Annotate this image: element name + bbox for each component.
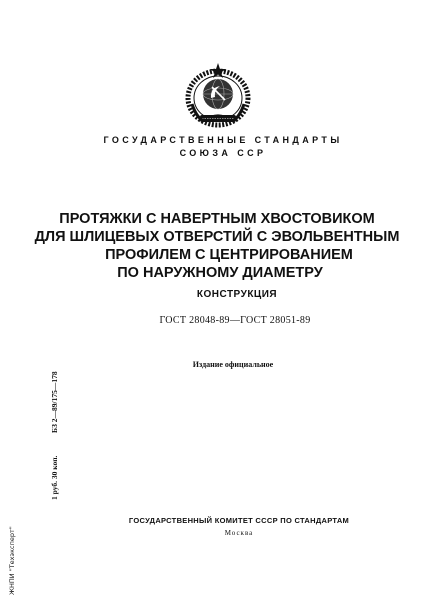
title-line: ПРОФИЛЕМ С ЦЕНТРИРОВАНИЕМ <box>105 247 353 263</box>
catalog-code: БЗ 2—89/175—178 <box>50 371 59 433</box>
title-line: ПО НАРУЖНОМУ ДИАМЕТРУ <box>117 265 323 281</box>
document-subtitle: КОНСТРУКЦИЯ <box>196 289 278 300</box>
ussr-emblem-icon <box>180 60 256 130</box>
title-line: ДЛЯ ШЛИЦЕВЫХ ОТВЕРСТИЙ С ЭВОЛЬВЕНТНЫМ <box>34 229 400 245</box>
title-line: ПРОТЯЖКИ С НАВЕРТНЫМ ХВОСТОВИКОМ <box>59 211 375 227</box>
standards-header: ГОСУДАРСТВЕННЫЕ СТАНДАРТЫ <box>103 135 343 145</box>
edition-label: Издание официальное <box>192 360 274 369</box>
union-header: СОЮЗА ССР <box>179 148 267 158</box>
publisher-city: Москва <box>224 529 254 537</box>
document-title <box>0 210 434 282</box>
publisher-mark: ЖНПИ "Техэксперт" <box>8 526 16 595</box>
publisher-name: ГОСУДАРСТВЕННЫЙ КОМИТЕТ СССР ПО СТАНДАРТАМ <box>128 516 350 525</box>
gost-range: ГОСТ 28048-89—ГОСТ 28051-89 <box>159 315 311 326</box>
price-note: 1 руб. 30 коп. <box>50 455 59 500</box>
